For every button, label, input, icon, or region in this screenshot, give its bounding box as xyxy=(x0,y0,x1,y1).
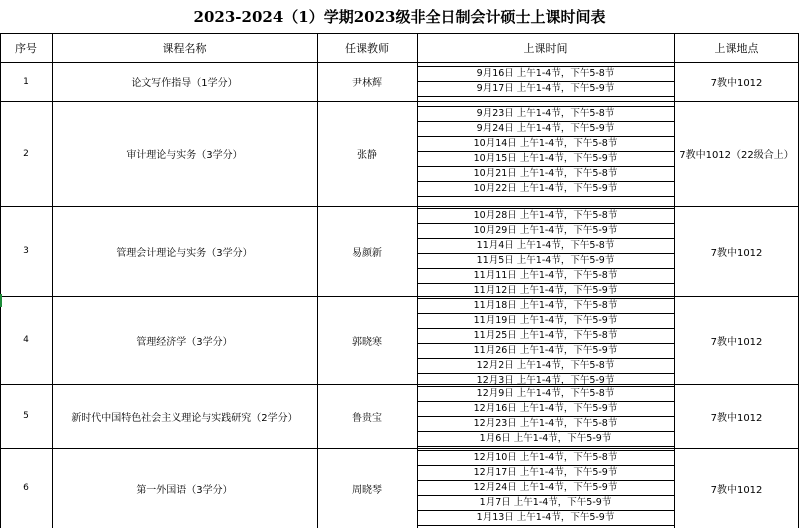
course-number: 3 xyxy=(23,246,29,256)
time-slot: 10月14日 上午1-4节，下午5-8节 xyxy=(473,138,618,149)
time-slot: 12月17日 上午1-4节，下午5-9节 xyxy=(473,467,618,478)
grid-line-horizontal xyxy=(417,81,674,82)
time-slot: 11月18日 上午1-4节，下午5-8节 xyxy=(473,300,618,311)
course-number: 4 xyxy=(23,335,29,345)
grid-line-horizontal xyxy=(417,151,674,152)
grid-line-horizontal xyxy=(417,66,674,67)
course-teacher: 尹林辉 xyxy=(352,78,382,89)
time-slot: 11月11日 上午1-4节，下午5-8节 xyxy=(473,270,618,281)
course-place: 7教中1012 xyxy=(710,412,763,424)
course-number: 1 xyxy=(23,76,29,87)
time-slot: 10月21日 上午1-4节，下午5-8节 xyxy=(473,168,618,179)
time-slot: 9月23日 上午1-4节，下午5-8节 xyxy=(476,108,615,119)
grid-line-horizontal xyxy=(417,121,674,122)
time-slot: 12月16日 上午1-4节，下午5-9节 xyxy=(473,403,618,414)
grid-line-horizontal xyxy=(417,166,674,167)
time-slot: 11月19日 上午1-4节，下午5-9节 xyxy=(473,315,618,326)
header-place: 上课地点 xyxy=(714,42,759,55)
grid-line-horizontal xyxy=(417,401,674,402)
grid-line-horizontal xyxy=(0,33,799,34)
course-teacher: 鲁贵宝 xyxy=(352,412,382,424)
grid-line-horizontal xyxy=(417,416,674,417)
grid-line-horizontal xyxy=(417,525,674,526)
time-slot: 12月10日 上午1-4节，下午5-8节 xyxy=(473,452,618,463)
time-slot: 12月24日 上午1-4节，下午5-9节 xyxy=(473,482,618,493)
time-slot: 1月6日 上午1-4节，下午5-9节 xyxy=(479,433,612,444)
grid-line-horizontal xyxy=(417,298,674,299)
course-teacher: 郭晓寒 xyxy=(352,336,382,348)
grid-line-horizontal xyxy=(417,373,674,374)
header-course: 课程名称 xyxy=(162,42,207,55)
grid-line-horizontal xyxy=(417,386,674,387)
grid-line-horizontal xyxy=(417,465,674,466)
grid-line-horizontal xyxy=(417,208,674,209)
grid-line-horizontal xyxy=(417,450,674,451)
course-name: 管理经济学（3学分） xyxy=(136,336,233,348)
time-slot: 9月17日 上午1-4节，下午5-9节 xyxy=(476,83,615,94)
time-slot: 11月5日 上午1-4节，下午5-9节 xyxy=(476,255,615,266)
time-slot: 11月4日 上午1-4节，下午5-8节 xyxy=(476,240,615,251)
grid-line-horizontal xyxy=(417,106,674,107)
time-slot: 1月13日 上午1-4节，下午5-9节 xyxy=(476,512,615,523)
grid-line-horizontal xyxy=(417,343,674,344)
header-time: 上课时间 xyxy=(523,42,568,55)
time-slot: 10月29日 上午1-4节，下午5-9节 xyxy=(473,225,618,236)
course-place: 7教中1012 xyxy=(710,336,763,348)
grid-line-horizontal xyxy=(417,480,674,481)
grid-line-horizontal xyxy=(417,446,674,447)
time-slot: 10月22日 上午1-4节，下午5-9节 xyxy=(473,183,618,194)
time-slot: 1月7日 上午1-4节，下午5-9节 xyxy=(479,497,612,508)
grid-line-horizontal xyxy=(417,238,674,239)
grid-line-horizontal xyxy=(417,96,674,97)
course-name: 第一外国语（3学分） xyxy=(136,484,233,496)
course-name: 论文写作指导（1学分） xyxy=(131,78,238,89)
time-slot: 11月25日 上午1-4节，下午5-8节 xyxy=(473,330,618,341)
grid-line-horizontal xyxy=(417,253,674,254)
grid-line-horizontal xyxy=(417,358,674,359)
course-teacher: 张静 xyxy=(357,150,377,161)
grid-line-horizontal xyxy=(417,136,674,137)
header-teacher: 任课教师 xyxy=(345,42,389,55)
grid-line-horizontal xyxy=(417,268,674,269)
course-name: 审计理论与实务（3学分） xyxy=(126,150,243,161)
course-place: 7教中1012（22级合上） xyxy=(679,150,794,161)
course-name: 管理会计理论与实务（3学分） xyxy=(116,247,253,259)
grid-line-horizontal xyxy=(417,495,674,496)
time-slot: 12月3日 上午1-4节，下午5-9节 xyxy=(476,375,615,386)
grid-line-horizontal xyxy=(417,283,674,284)
time-slot: 10月28日 上午1-4节，下午5-8节 xyxy=(473,210,618,221)
grid-line-horizontal xyxy=(417,431,674,432)
grid-line-horizontal xyxy=(417,328,674,329)
time-slot: 11月26日 上午1-4节，下午5-9节 xyxy=(473,345,618,356)
course-number: 5 xyxy=(23,411,29,421)
time-slot: 12月23日 上午1-4节，下午5-8节 xyxy=(473,418,618,429)
time-slot: 10月15日 上午1-4节，下午5-9节 xyxy=(473,153,618,164)
grid-line-horizontal xyxy=(417,223,674,224)
grid-line-horizontal xyxy=(417,196,674,197)
grid-line-horizontal xyxy=(417,313,674,314)
row-selection-marker xyxy=(0,294,2,307)
course-teacher: 周晓琴 xyxy=(352,484,382,496)
time-slot: 12月2日 上午1-4节，下午5-8节 xyxy=(476,360,615,371)
page-title: 2023-2024（1）学期2023级非全日制会计硕士上课时间表 xyxy=(193,8,606,26)
time-slot: 12月9日 上午1-4节，下午5-8节 xyxy=(476,388,615,399)
time-slot: 11月12日 上午1-4节，下午5-9节 xyxy=(473,285,618,296)
course-number: 6 xyxy=(23,483,29,493)
course-place: 7教中1012 xyxy=(710,247,763,259)
grid-line-horizontal xyxy=(417,510,674,511)
grid-line-horizontal xyxy=(417,181,674,182)
time-slot: 9月16日 上午1-4节，下午5-8节 xyxy=(476,68,615,79)
course-name: 新时代中国特色社会主义理论与实践研究（2学分） xyxy=(71,412,298,424)
course-number: 2 xyxy=(23,148,29,159)
time-slot: 9月24日 上午1-4节，下午5-9节 xyxy=(476,123,615,134)
header-seq: 序号 xyxy=(15,42,37,55)
course-place: 7教中1012 xyxy=(710,78,763,89)
course-place: 7教中1012 xyxy=(710,484,763,496)
course-teacher: 易颜新 xyxy=(352,247,382,259)
